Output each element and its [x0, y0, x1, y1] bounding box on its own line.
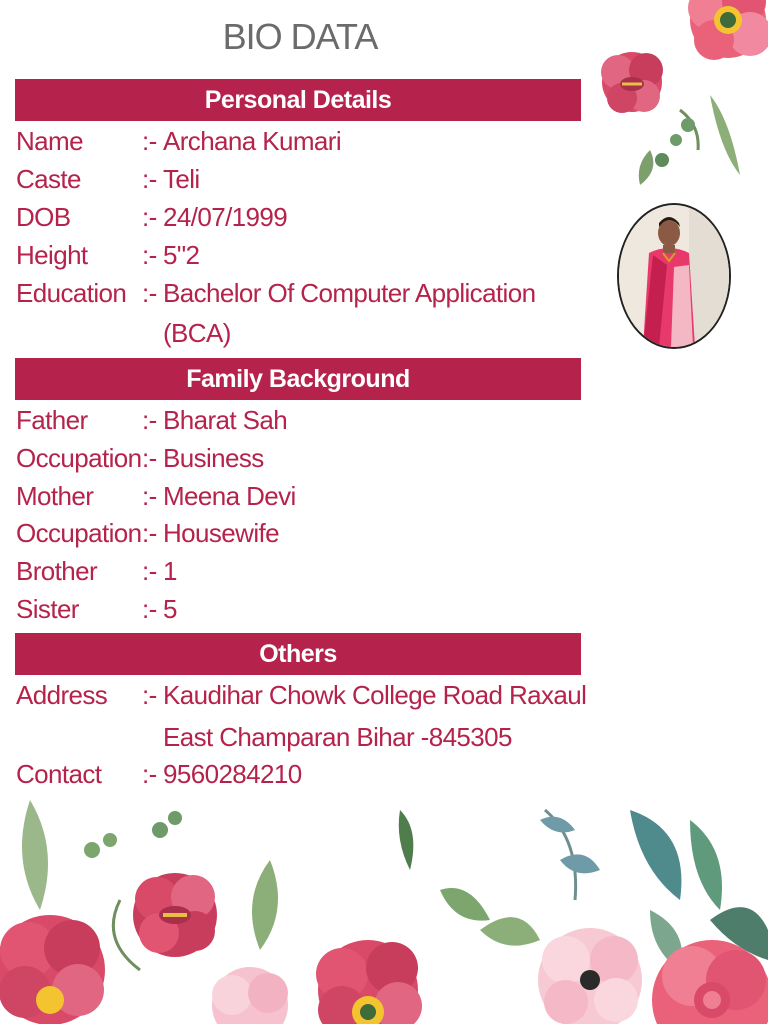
floral-bottom-border-icon [0, 790, 768, 1024]
profile-photo [617, 203, 731, 349]
row-value: 5 [163, 594, 177, 624]
row-label: Mother [16, 481, 94, 511]
row-separator: :- [142, 481, 157, 511]
row-separator: :- [142, 164, 157, 194]
section-heading-family: Family Background [15, 358, 581, 400]
detail-row [16, 236, 586, 274]
row-value: Bachelor Of Computer Application [163, 278, 536, 308]
row-separator: :- [142, 126, 157, 156]
row-label: Occupation [16, 518, 142, 548]
row-separator: :- [142, 759, 157, 789]
row-value: Bharat Sah [163, 405, 288, 435]
page-title: BIO DATA [222, 16, 378, 57]
row-label: Name [16, 126, 83, 156]
row-separator: :- [142, 556, 157, 586]
row-separator: :- [142, 680, 157, 710]
person-photo-icon [619, 205, 729, 347]
detail-row [16, 552, 586, 590]
row-separator: :- [142, 202, 157, 232]
detail-row [16, 590, 586, 628]
row-value: Archana Kumari [163, 126, 342, 156]
row-value-continuation: East Champaran Bihar -845305 [163, 722, 512, 752]
detail-row [16, 477, 586, 515]
row-value: 9560284210 [163, 759, 302, 789]
row-label: DOB [16, 202, 71, 232]
row-separator: :- [142, 405, 157, 435]
row-separator: :- [142, 240, 157, 270]
row-label: Contact [16, 759, 102, 789]
detail-row [16, 122, 586, 160]
row-value: 24/07/1999 [163, 202, 288, 232]
row-label: Brother [16, 556, 98, 586]
row-label: Father [16, 405, 88, 435]
row-value: Housewife [163, 518, 279, 548]
row-label: Education [16, 278, 127, 308]
floral-top-right-icon [580, 0, 768, 190]
row-separator: :- [142, 518, 157, 548]
row-label: Sister [16, 594, 79, 624]
detail-row [16, 514, 586, 552]
detail-row [16, 274, 586, 312]
row-value: Business [163, 443, 264, 473]
row-value: 5"2 [163, 240, 200, 270]
row-label: Caste [16, 164, 81, 194]
detail-row [16, 676, 586, 714]
row-separator: :- [142, 278, 157, 308]
row-value-continuation: (BCA) [163, 318, 231, 348]
detail-row [16, 160, 586, 198]
row-separator: :- [142, 443, 157, 473]
row-value: 1 [163, 556, 177, 586]
detail-row [16, 755, 586, 793]
detail-row [16, 198, 586, 236]
row-value: Kaudihar Chowk College Road Raxaul [163, 680, 587, 710]
row-value: Meena Devi [163, 481, 296, 511]
row-label: Address [16, 680, 108, 710]
section-heading-others: Others [15, 633, 581, 675]
row-value: Teli [163, 164, 200, 194]
row-label: Height [16, 240, 88, 270]
detail-row [16, 439, 586, 477]
row-separator: :- [142, 594, 157, 624]
section-heading-personal: Personal Details [15, 79, 581, 121]
detail-row [16, 401, 586, 439]
row-label: Occupation [16, 443, 142, 473]
